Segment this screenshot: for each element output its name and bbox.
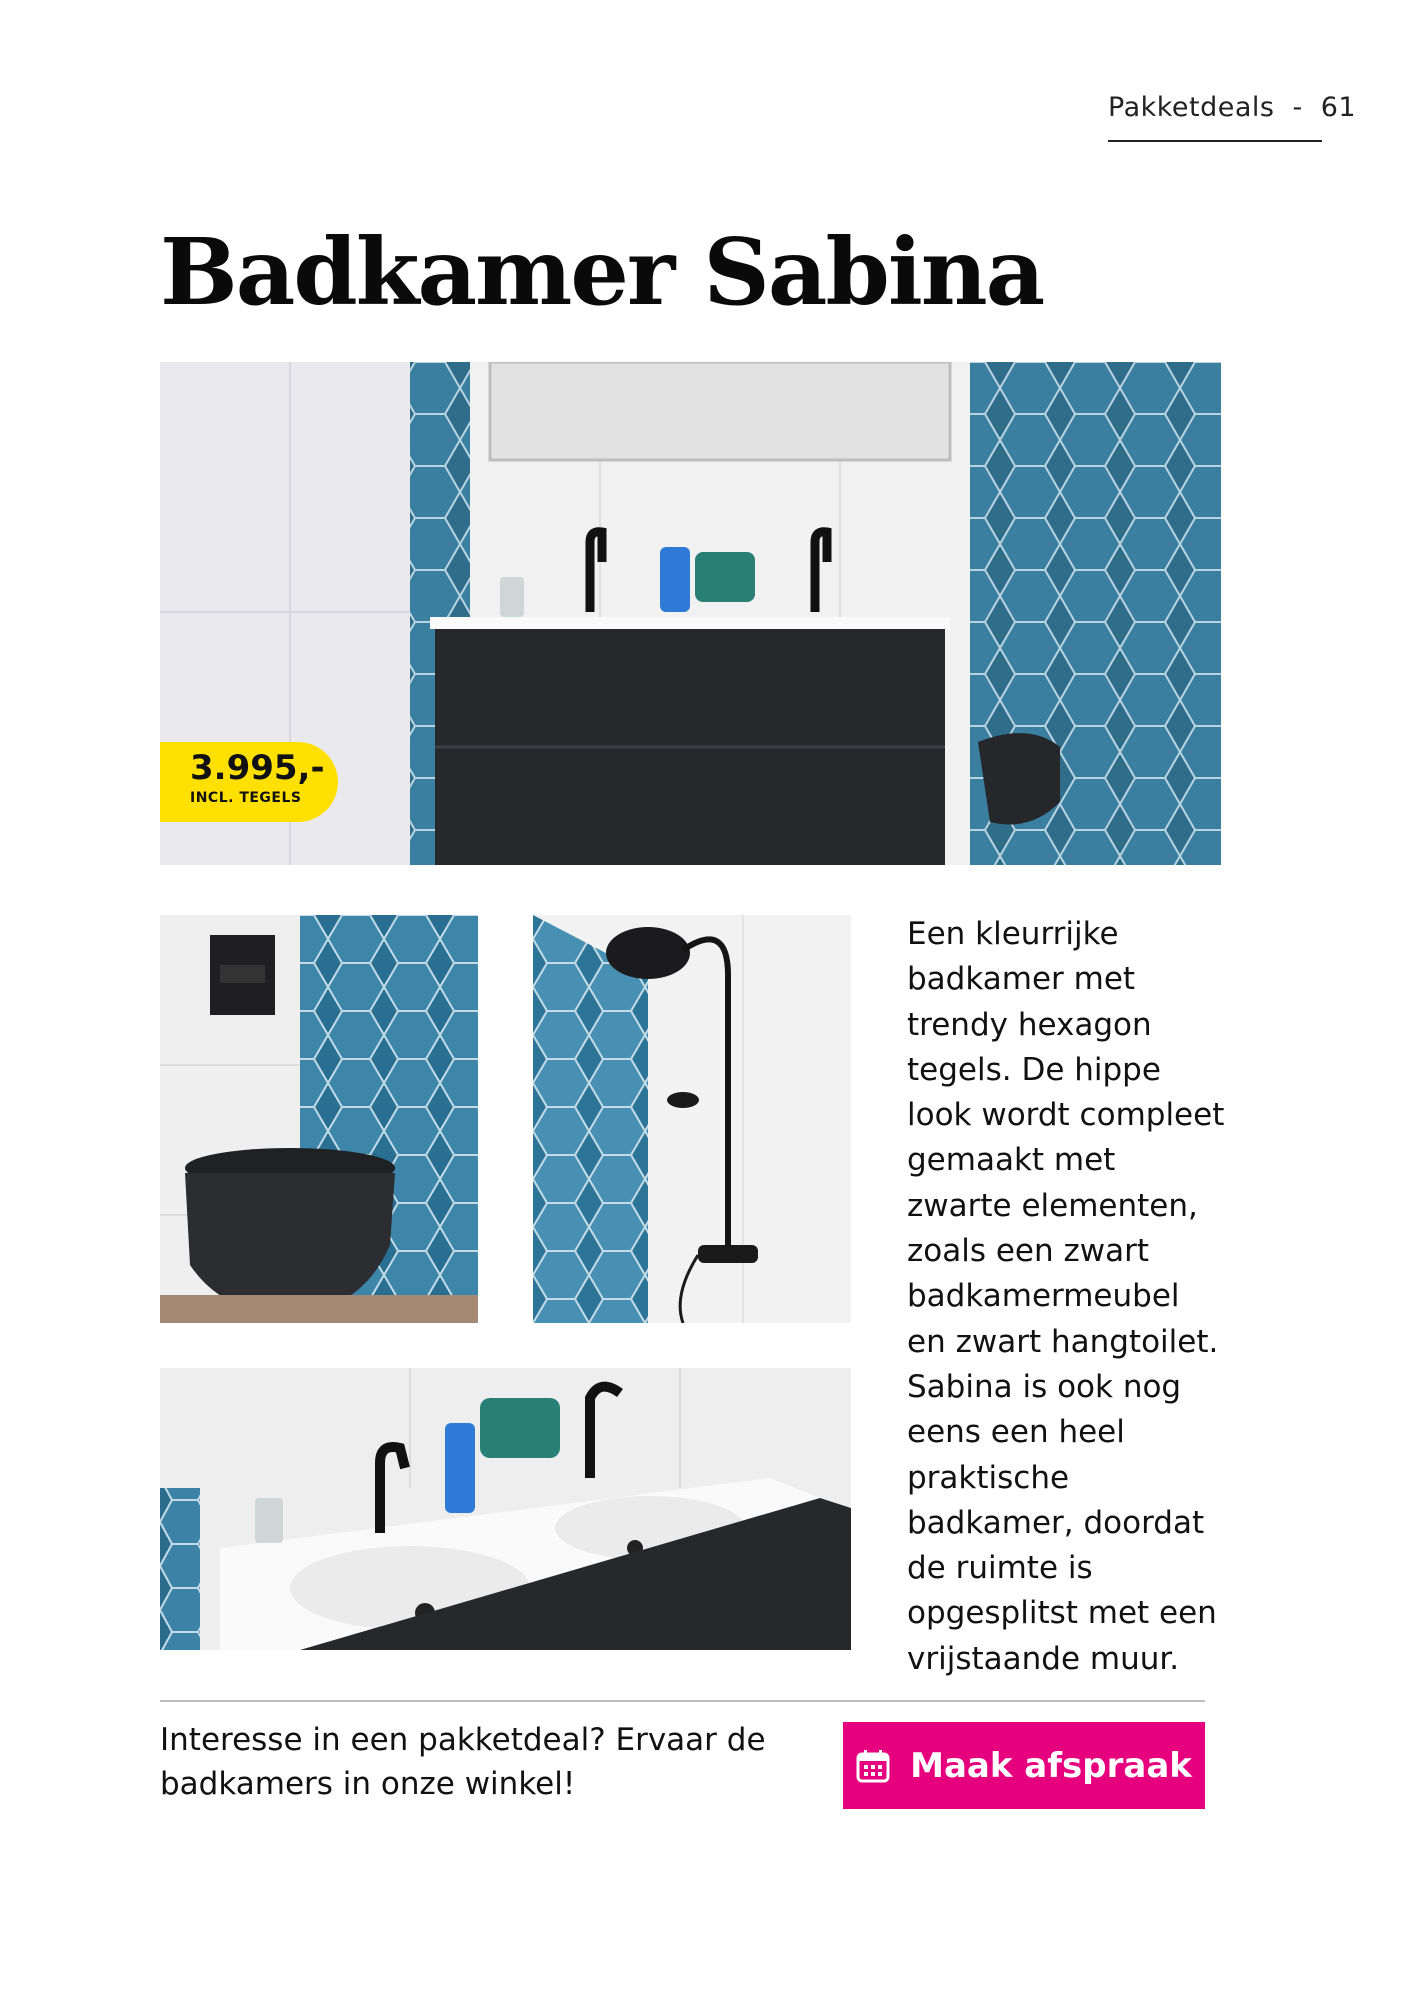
page-number: 61 bbox=[1320, 92, 1357, 123]
price-note: INCL. TEGELS bbox=[190, 790, 302, 806]
shower-photo bbox=[533, 915, 851, 1323]
main-bathroom-photo bbox=[160, 362, 1221, 865]
double-sink-photo bbox=[160, 1368, 851, 1650]
make-appointment-button[interactable] bbox=[843, 1722, 1205, 1809]
make-appointment-label: Maak afspraak bbox=[910, 1745, 1192, 1786]
cta-text: Interesse in een pakketdeal? Ervaar de badkamers in onze winkel! bbox=[160, 1722, 766, 1802]
page-header bbox=[1108, 92, 1357, 142]
price-badge bbox=[160, 742, 338, 822]
price-value: 3.995,- bbox=[190, 748, 325, 788]
page-title: Badkamer Sabina bbox=[160, 218, 1044, 326]
section-name: Pakketdeals bbox=[1108, 92, 1275, 123]
calendar-icon bbox=[856, 1749, 890, 1783]
section-divider bbox=[160, 1700, 1205, 1702]
header-separator: - bbox=[1292, 92, 1303, 123]
description-text: Een kleurrijke badkamer met trendy hexagon tegels. De hippe look wordt compleet gemaakt met zwarte elementen, zoals een zwart badkamermeubel en zwart hangtoilet. Sabina is ook nog eens een heel praktische badkamer, doordat de ruimte is opgesplitst met een vrijstaande muur. bbox=[907, 916, 1225, 1677]
toilet-photo bbox=[160, 915, 478, 1323]
